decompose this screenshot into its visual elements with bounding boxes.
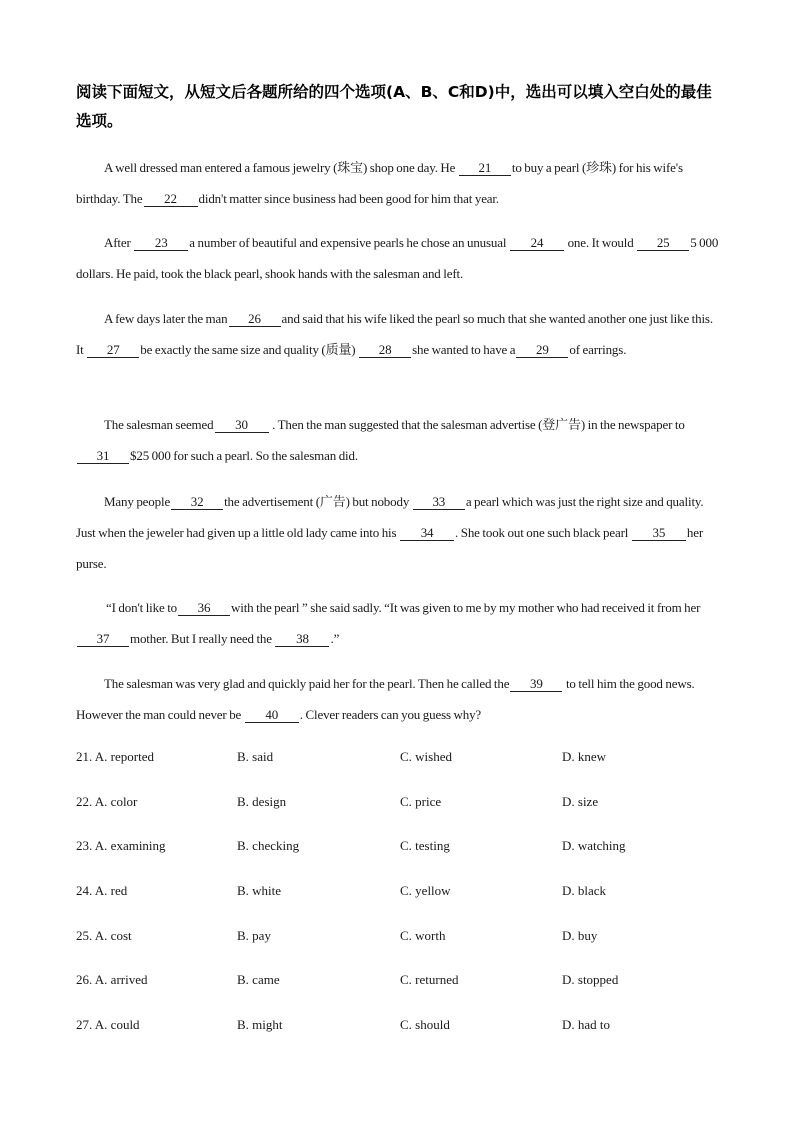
passage-text: didn't matter since business had been good for him that year. <box>198 191 499 206</box>
blank-29: 29 <box>516 343 568 358</box>
passage-text: . She took out one such black pearl <box>455 525 631 540</box>
option-d: D. black <box>562 883 607 899</box>
blank-21: 21 <box>459 161 511 176</box>
option-b: B. checking <box>237 838 300 854</box>
option-c: C. price <box>400 793 442 809</box>
passage-text: A well dressed man entered a famous jewelry (珠宝) shop one day. He <box>104 160 458 175</box>
passage-text: her purse. <box>76 525 704 571</box>
blank-36: 36 <box>178 601 230 616</box>
passage-text: A few days later the man <box>104 311 228 326</box>
passage-text: .” <box>330 631 340 646</box>
passage-text: with the pearl ” she said sadly. “It was given to me by my mother who had received it from her <box>231 600 701 615</box>
blank-33: 33 <box>413 495 465 510</box>
option-c: C. returned <box>400 972 459 988</box>
blank-23: 23 <box>134 236 188 251</box>
instruction-heading: 阅读下面短文，从短文后各题所给的四个选项(A、B、C和D)中，选出可以填入空白处的最佳选项。 <box>76 83 712 130</box>
option-d: D. buy <box>562 927 598 943</box>
blank-35: 35 <box>632 526 686 541</box>
blank-30: 30 <box>215 418 269 433</box>
blank-37: 37 <box>77 632 129 647</box>
blank-22: 22 <box>144 192 198 207</box>
option-a: 27. A. could <box>76 1017 140 1033</box>
option-c: C. testing <box>400 838 450 854</box>
blank-27: 27 <box>87 343 139 358</box>
option-b: B. white <box>237 883 282 899</box>
option-a: 22. A. color <box>76 793 138 809</box>
question-25-options <box>76 924 736 969</box>
passage-text: . Then the man suggested that the salesman advertise (登广告) in the newspaper to <box>269 417 685 432</box>
passage-text: 5 000 dollars. He paid, took the black pearl, shook hands with the salesman and left. <box>76 235 719 281</box>
option-d: D. watching <box>562 838 626 854</box>
passage-text: she wanted to have a <box>412 342 516 357</box>
answer-options <box>76 745 736 1058</box>
passage-text: The salesman seemed <box>104 417 214 432</box>
passage-text: . Clever readers can you guess why? <box>299 707 482 722</box>
passage-text: to buy a pearl (珍珠) for his wife's birthday. The <box>76 160 683 206</box>
option-d: D. size <box>562 793 599 809</box>
option-c: C. wished <box>400 749 452 764</box>
question-27-options <box>76 1013 736 1058</box>
blank-26: 26 <box>229 312 281 327</box>
passage-text: the advertisement (广告) but nobody <box>224 494 412 509</box>
passage-text: be exactly the same size and quality (质量) <box>140 342 359 357</box>
option-a: 24. A. red <box>76 883 128 899</box>
option-a: 23. A. examining <box>76 838 166 854</box>
option-c: C. should <box>400 1017 450 1033</box>
option-a: 25. A. cost <box>76 927 132 943</box>
question-21-options <box>76 745 736 790</box>
passage-text: and said that his wife liked the pearl so much that she wanted another one just like this. It <box>76 311 713 357</box>
passage-text: Many people <box>104 494 171 509</box>
passage-paragraph-5 <box>76 486 720 579</box>
option-b: B. pay <box>237 927 271 943</box>
blank-40: 40 <box>245 708 299 723</box>
blank-34: 34 <box>400 526 454 541</box>
passage-text: a number of beautiful and expensive pearls he chose an unusual <box>189 235 509 250</box>
blank-31: 31 <box>77 449 129 464</box>
passage-text: of earrings. <box>569 342 627 357</box>
blank-32: 32 <box>171 495 223 510</box>
option-d: D. stopped <box>562 972 619 988</box>
option-a: 26. A. arrived <box>76 972 148 988</box>
passage-text: to tell him the good news. However the man could never be <box>76 676 695 722</box>
question-26-options <box>76 968 736 1013</box>
option-b: B. design <box>237 793 287 809</box>
passage-text: $25 000 for such a pearl. So the salesman did. <box>130 448 358 463</box>
blank-28: 28 <box>359 343 411 358</box>
blank-38: 38 <box>275 632 329 647</box>
question-22-options <box>76 790 736 835</box>
option-b: B. said <box>237 749 274 764</box>
option-b: B. came <box>237 972 280 988</box>
question-23-options <box>76 834 736 879</box>
passage-text: The salesman was very glad and quickly paid her for the pearl. Then he called the <box>104 676 510 691</box>
passage-text: After <box>104 235 134 250</box>
passage-paragraph-3 <box>76 303 720 365</box>
blank-25: 25 <box>637 236 689 251</box>
option-a: 21. A. reported <box>76 749 154 764</box>
option-c: C. worth <box>400 927 446 943</box>
passage-paragraph-7 <box>76 668 720 730</box>
option-d: D. knew <box>562 749 607 764</box>
passage-paragraph-4 <box>76 409 720 471</box>
option-c: C. yellow <box>400 883 451 899</box>
passage-paragraph-1 <box>76 152 720 214</box>
option-b: B. might <box>237 1017 283 1033</box>
passage-text: “I don't like to <box>106 600 178 615</box>
question-24-options <box>76 879 736 924</box>
passage-text: one. It would <box>564 235 637 250</box>
passage-text: a pearl which was just the right size and quality. Just when the jeweler had given up a little old lady came into his <box>76 494 704 540</box>
passage-text: mother. But I really need the <box>130 631 275 646</box>
passage-paragraph-2 <box>76 227 720 289</box>
passage-paragraph-6 <box>76 592 720 654</box>
option-d: D. had to <box>562 1017 611 1033</box>
blank-39: 39 <box>510 677 562 692</box>
blank-24: 24 <box>510 236 564 251</box>
